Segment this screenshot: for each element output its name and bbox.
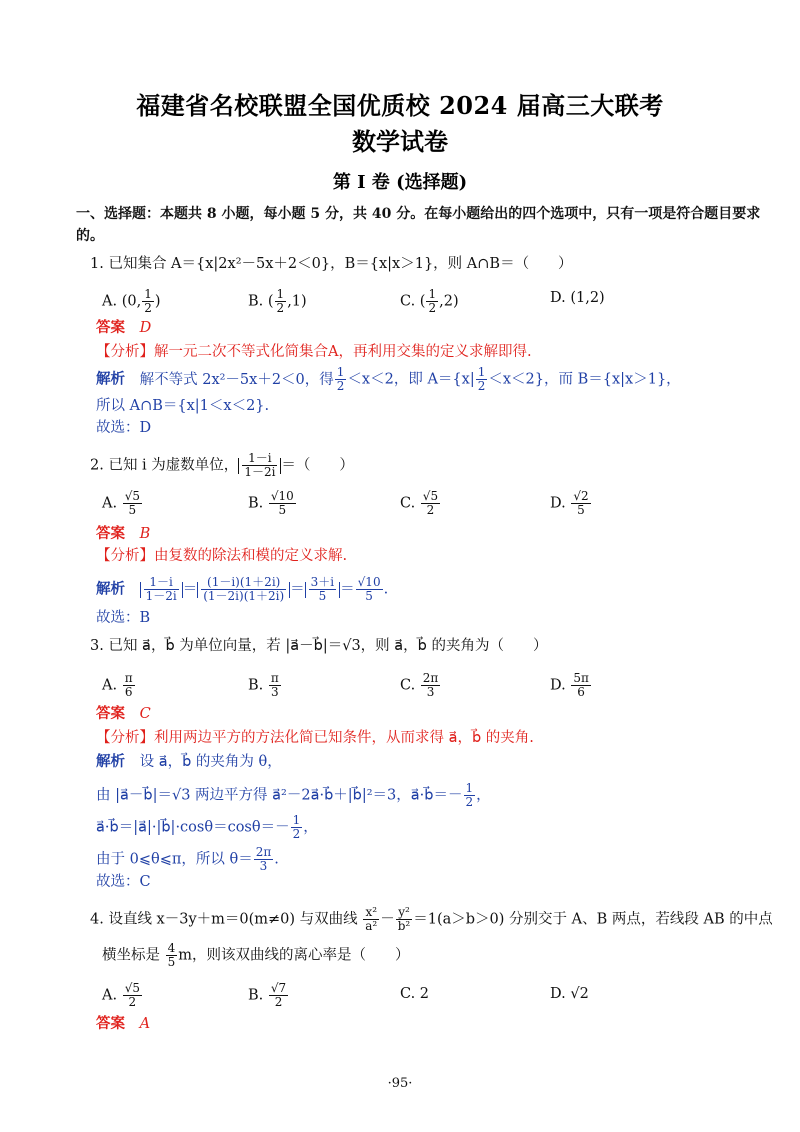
exam-subject: 数学试卷 [352, 127, 448, 156]
q3-analysis: 【分析】利用两边平方的方法化简已知条件，从而求得 a⃗，b⃗ 的夹角. [96, 730, 534, 746]
page-number: ·95· [387, 1076, 413, 1091]
q3-option-d: D. $\frac{5\pi}{6}$ [550, 671, 589, 699]
q4-answer: 答案 A [96, 1015, 151, 1032]
q4-option-a: A. $\frac{√5}{2}$ [102, 981, 140, 1009]
q2-option-a: A. $\frac{√5}{5}$ [102, 489, 140, 517]
q3-option-c: C. $\frac{2\pi}{3}$ [400, 671, 439, 699]
q1-solution-line1: 解析 解不等式 2x²－5x＋2＜0，得 $\frac{1}{2}$ ＜x＜2，即 A＝{x| $\frac{1}{2}$ ＜x＜2}，而 B＝{x|x＞1}， [96, 365, 681, 393]
q1-answer: 答案 D [96, 319, 152, 336]
q1-solution-line2: 所以 A∩B＝{x|1＜x＜2}. [96, 398, 270, 414]
q2-answer: 答案 B [96, 525, 151, 542]
q3-answer: 答案 C [96, 705, 151, 722]
q1-analysis: 【分析】解一元二次不等式化简集合A，再利用交集的定义求解即得. [96, 344, 532, 360]
q2-analysis: 【分析】由复数的除法和模的定义求解. [96, 548, 348, 564]
q2-option-c: C. $\frac{√5}{2}$ [400, 489, 439, 517]
q4-option-d: D. √2 [550, 986, 589, 1002]
q3-stem: 3. 已知 a⃗，b⃗ 为单位向量，若 |a⃗－b⃗|＝√3，则 a⃗，b⃗ 的夹角为（ ） [90, 638, 548, 654]
q2-option-b: B. $\frac{√10}{5}$ [248, 489, 294, 517]
q4-option-b: B. $\frac{√7}{2}$ [248, 981, 287, 1009]
q1-option-c: C. ( $\frac{1}{2}$ ,2) [400, 287, 459, 315]
q3-solution-line4: 由于 0⩽θ⩽π，所以 θ＝ $\frac{2\pi}{3}$ . [96, 845, 279, 873]
q4-stem-line2: 横坐标是 $\frac{4}{5}$ m，则该双曲线的离心率是（ ） [102, 941, 410, 969]
q1-option-d: D. (1,2) [550, 290, 605, 306]
q1-option-b: B. ( $\frac{1}{2}$ ,1) [248, 287, 307, 315]
q1-conclusion: 故选：D [96, 420, 152, 436]
q2-stem: 2. 已知 i 为虚数单位， $\frac{1-i}{1-2i}$ ＝（ ） [90, 451, 354, 479]
q3-solution-line2: 由 |a⃗－b⃗|＝√3 两边平方得 a⃗²－2a⃗·b⃗＋|b⃗|²＝3，a⃗·b⃗＝－ $\frac{1}{2}$ ， [96, 781, 491, 809]
instructions-line1: 一、选择题：本题共 8 小题，每小题 5 分，共 40 分。在每小题给出的四个选项中，只有一项是符合题目要求 [76, 206, 761, 222]
q2-option-d: D. $\frac{√2}{5}$ [550, 489, 589, 517]
q4-stem-line1: 4. 设直线 x－3y＋m＝0(m≠0) 与双曲线 $\frac{\text{x²}}{\text{a²}}$ － $\frac{\text{y²}}{\text{b²}}$ ＝1(a＞b＞0) 分别交于 A、B 两点，若线段 AB 的中点 [90, 905, 773, 933]
q3-solution-line1: 解析 设 a⃗，b⃗ 的夹角为 θ， [96, 753, 282, 770]
q1-stem: 1. 已知集合 A＝{x|2x²－5x＋2＜0}，B＝{x|x＞1}，则 A∩B＝（ ） [90, 256, 573, 272]
exam-title: 福建省名校联盟全国优质校 2024 届高三大联考 [136, 91, 664, 120]
q3-option-a: A. $\frac{\pi}{6}$ [102, 671, 133, 699]
q2-conclusion: 故选：B [96, 610, 151, 626]
q2-solution: 解析 $\frac{1-i}{1-2i}$ ＝ $\frac{(1-i)(1+2i)}{(1-2i)(1+2i)}$ ＝ $\frac{3+i}{5}$ ＝ $\frac{√10}{5}$ . [96, 575, 389, 603]
section-title: 第 I 卷 (选择题) [332, 172, 468, 193]
instructions-line2: 的。 [76, 228, 104, 244]
q1-option-a: A. (0, $\frac{1}{2}$ ) [102, 287, 161, 315]
q3-solution-line3: a⃗·b⃗＝|a⃗|·|b⃗|·cosθ＝cosθ＝－ $\frac{1}{2}$ ， [96, 813, 318, 841]
q3-conclusion: 故选：C [96, 874, 151, 890]
q4-option-c: C. 2 [400, 986, 430, 1002]
q3-option-b: B. $\frac{\pi}{3}$ [248, 671, 279, 699]
